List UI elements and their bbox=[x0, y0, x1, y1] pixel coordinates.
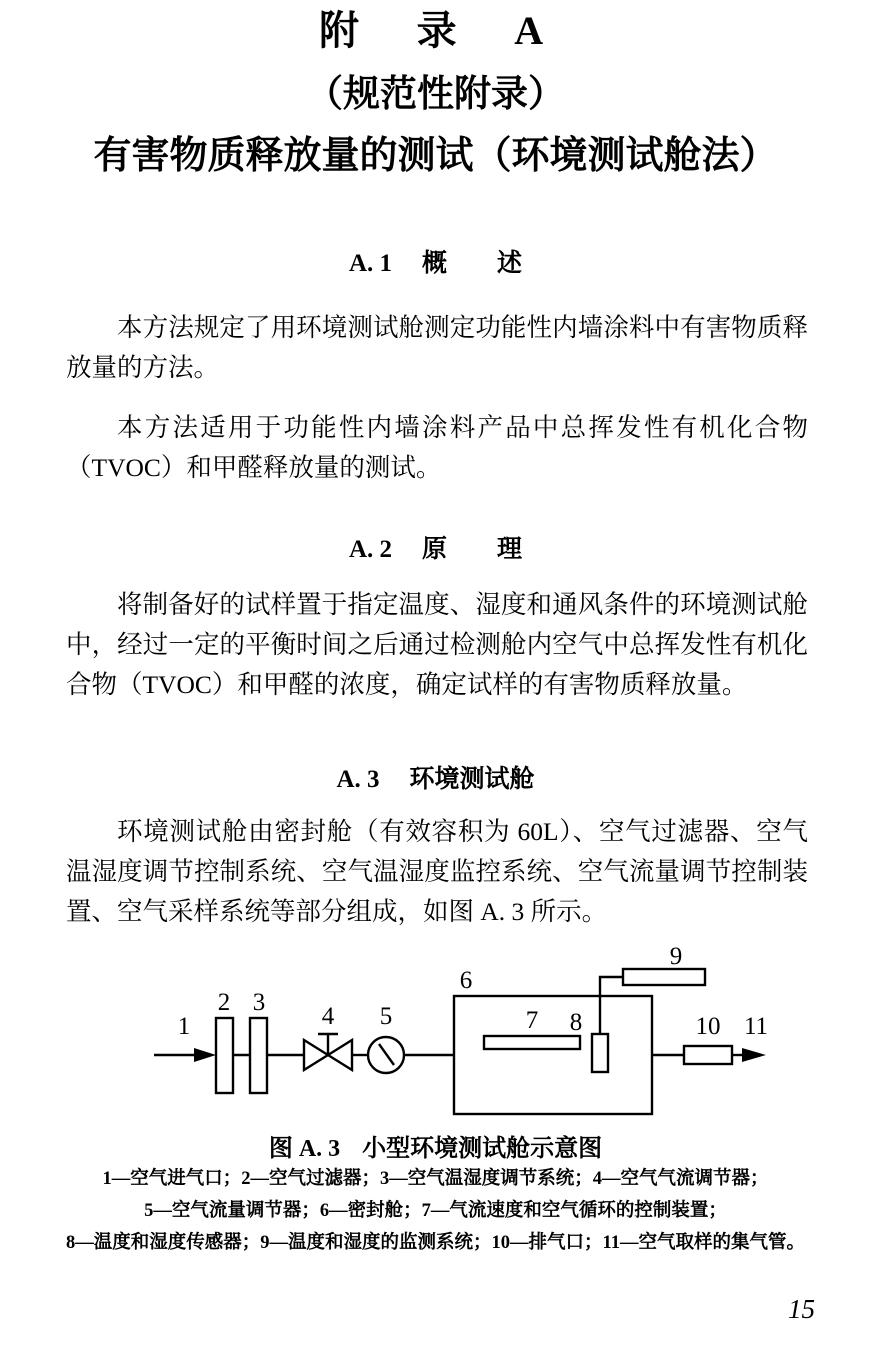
component-4-valve-right bbox=[328, 1040, 352, 1070]
appendix-kind: （规范性附录） bbox=[306, 74, 565, 115]
paragraph-a2-1: 将制备好的试样置于指定温度、湿度和通风条件的环境测试舱中，经过一定的平衡时间之后通过检测舱内空气中总挥发性有机化合物（TVOC）和甲醛的浓度，确定试样的有害物质释放量。 bbox=[66, 590, 808, 699]
section-number-a1: A. 1 bbox=[348, 250, 393, 277]
section-heading-a1 bbox=[0, 243, 871, 279]
component-5-gauge-needle bbox=[379, 1044, 394, 1065]
chamber-schematic-svg bbox=[136, 943, 768, 1122]
section-number-a2: A. 2 bbox=[348, 536, 393, 563]
figure-caption-label: 图 A. 3 bbox=[268, 1136, 341, 1162]
figure-legend-line-3: 8—温度和湿度传感器；9—温度和湿度的监测系统；10—排气口；11—空气取样的集气管。 bbox=[66, 1233, 805, 1253]
section-heading-a2 bbox=[0, 529, 871, 565]
figure-caption-title: 小型环境测试舱示意图 bbox=[362, 1136, 603, 1162]
callout-11-label: 11 bbox=[743, 1013, 768, 1040]
component-8-th-sensor bbox=[592, 1034, 608, 1072]
callout-1-label: 1 bbox=[177, 1013, 190, 1040]
component-3-conditioner bbox=[250, 1018, 267, 1093]
callout-3-label: 3 bbox=[252, 989, 265, 1016]
paragraph-a3-1: 环境测试舱由密封舱（有效容积为 60L）、空气过滤器、空气温湿度调节控制系统、空气温湿度监控系统、空气流量调节控制装置、空气采样系统等部分组成，如图 A. 3 所示。 bbox=[66, 817, 808, 926]
component-9-monitoring-system bbox=[623, 969, 705, 985]
component-6-sealed-chamber bbox=[454, 996, 652, 1114]
callout-5-label: 5 bbox=[379, 1003, 392, 1030]
callout-9-label: 9 bbox=[669, 943, 682, 970]
callout-4-label: 4 bbox=[321, 1003, 334, 1030]
component-10-exhaust-port bbox=[684, 1046, 732, 1064]
section-number-a3: A. 3 bbox=[336, 766, 380, 793]
paragraph-a1-1: 本方法规定了用环境测试舱测定功能性内墙涂料中有害物质释放量的方法。 bbox=[66, 313, 808, 382]
callout-6-label: 6 bbox=[459, 967, 472, 994]
section-title-a1: 概 述 bbox=[422, 250, 523, 277]
page-number: 15 bbox=[788, 1294, 815, 1324]
inlet-arrow-head bbox=[194, 1048, 216, 1062]
callout-8-label: 8 bbox=[569, 1009, 582, 1036]
paragraph-a1-2: 本方法适用于功能性内墙涂料产品中总挥发性有机化合物（TVOC）和甲醛释放量的测试。 bbox=[66, 413, 808, 482]
callout-7-label: 7 bbox=[525, 1007, 538, 1034]
callout-2-label: 2 bbox=[217, 989, 230, 1016]
component-2-air-filter bbox=[216, 1018, 233, 1093]
appendix-label: 附 录 A bbox=[319, 8, 552, 53]
figure-a3-diagram bbox=[0, 943, 871, 1122]
outlet-arrow-head bbox=[742, 1048, 766, 1062]
component-7-airflow-control bbox=[484, 1036, 580, 1049]
callout-10-label: 10 bbox=[695, 1013, 720, 1040]
appendix-heading: 有害物质释放量的测试（环境测试舱法） bbox=[93, 135, 778, 177]
section-title-a2: 原 理 bbox=[422, 536, 523, 563]
figure-legend-line-2: 5—空气流量调节器；6—密封舱；7—气流速度和空气循环的控制装置； bbox=[144, 1201, 727, 1221]
section-title-a3: 环境测试舱 bbox=[409, 766, 535, 793]
component-4-valve-left bbox=[304, 1040, 328, 1070]
figure-legend-line-1: 1—空气进气口；2—空气过滤器；3—空气温湿度调节系统；4—空气气流调节器； bbox=[102, 1169, 769, 1189]
figure-caption bbox=[0, 1128, 871, 1163]
section-heading-a3 bbox=[0, 759, 871, 795]
sensor-to-monitor-link bbox=[600, 977, 623, 1034]
